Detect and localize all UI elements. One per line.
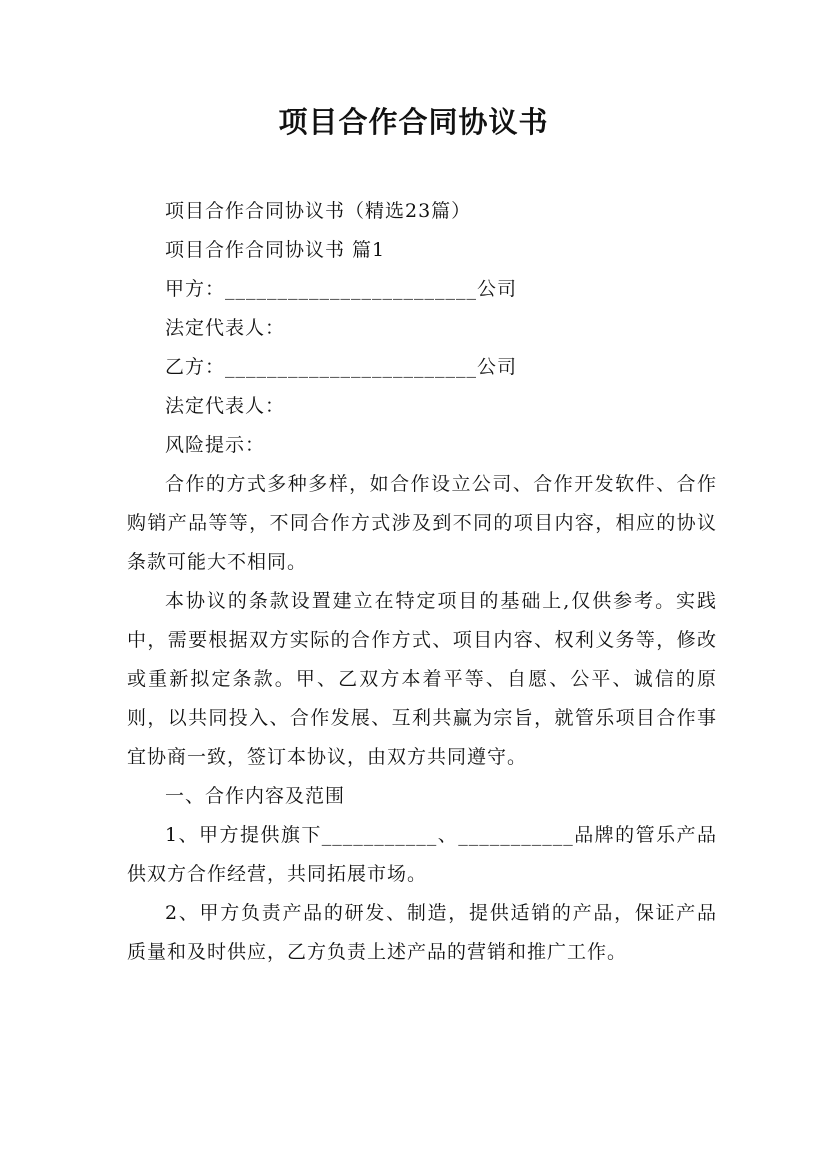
- paragraph-party-b-representative: 法定代表人：: [165, 395, 286, 417]
- paragraph-party-a: 甲方：________________________公司: [165, 278, 518, 300]
- paragraph-party-a-representative: 法定代表人：: [165, 317, 286, 339]
- paragraph-risk-heading: 风险提示：: [165, 434, 266, 456]
- document-title: 项目合作合同协议书: [278, 105, 549, 139]
- paragraph-clause-2: 2、甲方负责产品的研发、制造，提供适销的产品，保证产品质量和及时供应，乙方负责上述产品的营销和推广工作。: [127, 902, 717, 963]
- paragraph-clause-1: 1、甲方提供旗下___________、___________品牌的管乐产品供双方合作经营，共同拓展市场。: [127, 824, 717, 885]
- paragraph-article-heading: 项目合作合同协议书 篇1: [165, 239, 386, 261]
- paragraph-section-heading: 一、合作内容及范围: [165, 785, 346, 807]
- paragraph-subtitle: 项目合作合同协议书（精选23篇）: [165, 200, 472, 222]
- paragraph-agreement-basis: 本协议的条款设置建立在特定项目的基础上,仅供参考。实践中，需要根据双方实际的合作方式、项目内容、权利义务等，修改或重新拟定条款。甲、乙双方本着平等、自愿、公平、诚信的原则，以共同投入、合作发展、互利共赢为宗旨，就管乐项目合作事宜协商一致，签订本协议，由双方共同遵守。: [127, 590, 717, 768]
- paragraph-party-b: 乙方：________________________公司: [165, 356, 518, 378]
- document-body: [127, 192, 717, 972]
- paragraph-risk-body: 合作的方式多种多样，如合作设立公司、合作开发软件、合作购销产品等等，不同合作方式涉及到不同的项目内容，相应的协议条款可能大不相同。: [127, 473, 717, 573]
